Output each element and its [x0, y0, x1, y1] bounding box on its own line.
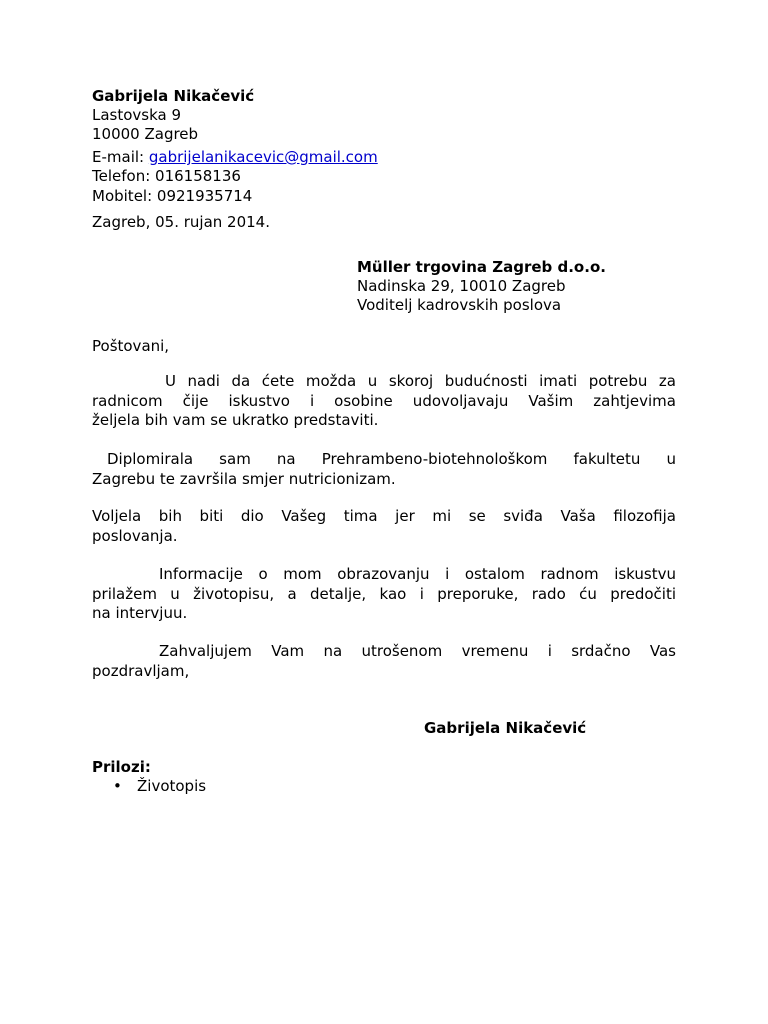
- paragraph-line: prilažem u životopisu, a detalje, kao i preporuke, rado ću predočiti: [92, 584, 676, 603]
- paragraph-line: poslovanja.: [92, 526, 178, 545]
- paragraph-education: [92, 450, 676, 489]
- sender-street: Lastovska 9: [92, 106, 182, 124]
- paragraph-line: pozdravljam,: [92, 661, 190, 680]
- attachment-item-label: Životopis: [137, 777, 207, 795]
- paragraph-intro: [92, 372, 676, 431]
- attachments-heading: Prilozi:: [92, 758, 151, 776]
- paragraph-line: Zahvaljujem Vam na utrošenom vremenu i srdačno Vas: [159, 642, 676, 660]
- recipient-company: Müller trgovina Zagreb d.o.o.: [357, 258, 606, 276]
- sender-email-label: E-mail:: [92, 148, 149, 166]
- sender-mobile: Mobitel: 0921935714: [92, 187, 253, 205]
- paragraph-line: željela bih vam se ukratko predstaviti.: [92, 411, 379, 429]
- paragraph-line: Informacije o mom obrazovanju i ostalom radnom iskustvu: [159, 565, 676, 583]
- sender-phone: Telefon: 016158136: [92, 167, 241, 185]
- paragraph-motivation: [92, 507, 676, 546]
- greeting: Poštovani,: [92, 337, 170, 355]
- paragraph-line: radnicom čije iskustvo i osobine udovoljavaju Vašim zahtjevima: [92, 391, 676, 410]
- paragraph-attachments-info: [92, 565, 676, 624]
- sender-email-link[interactable]: gabrijelanikacevic@gmail.com: [148, 148, 378, 166]
- paragraph-closing: [92, 642, 676, 681]
- attachments-list-item: [113, 776, 207, 796]
- recipient-attention: Voditelj kadrovskih poslova: [357, 296, 562, 314]
- sender-name: Gabrijela Nikačević: [92, 87, 255, 105]
- paragraph-line: Voljela bih biti dio Vašeg tima jer mi se sviđa Vaša filozofija: [92, 507, 676, 525]
- letter-date: Zagreb, 05. rujan 2014.: [92, 213, 270, 231]
- paragraph-line: U nadi da ćete možda u skoroj budućnosti imati potrebu za: [165, 372, 676, 390]
- paragraph-line: Diplomirala sam na Prehrambeno-biotehnološkom fakultetu u: [107, 450, 676, 468]
- bullet-icon: •: [113, 777, 122, 795]
- paragraph-line: na intervjuu.: [92, 604, 188, 622]
- paragraph-line: Zagrebu te završila smjer nutricionizam.: [92, 469, 396, 488]
- sender-email-line: [92, 147, 378, 167]
- recipient-address: Nadinska 29, 10010 Zagreb: [357, 277, 566, 295]
- signature-name: Gabrijela Nikačević: [424, 719, 587, 737]
- sender-city: 10000 Zagreb: [92, 125, 199, 143]
